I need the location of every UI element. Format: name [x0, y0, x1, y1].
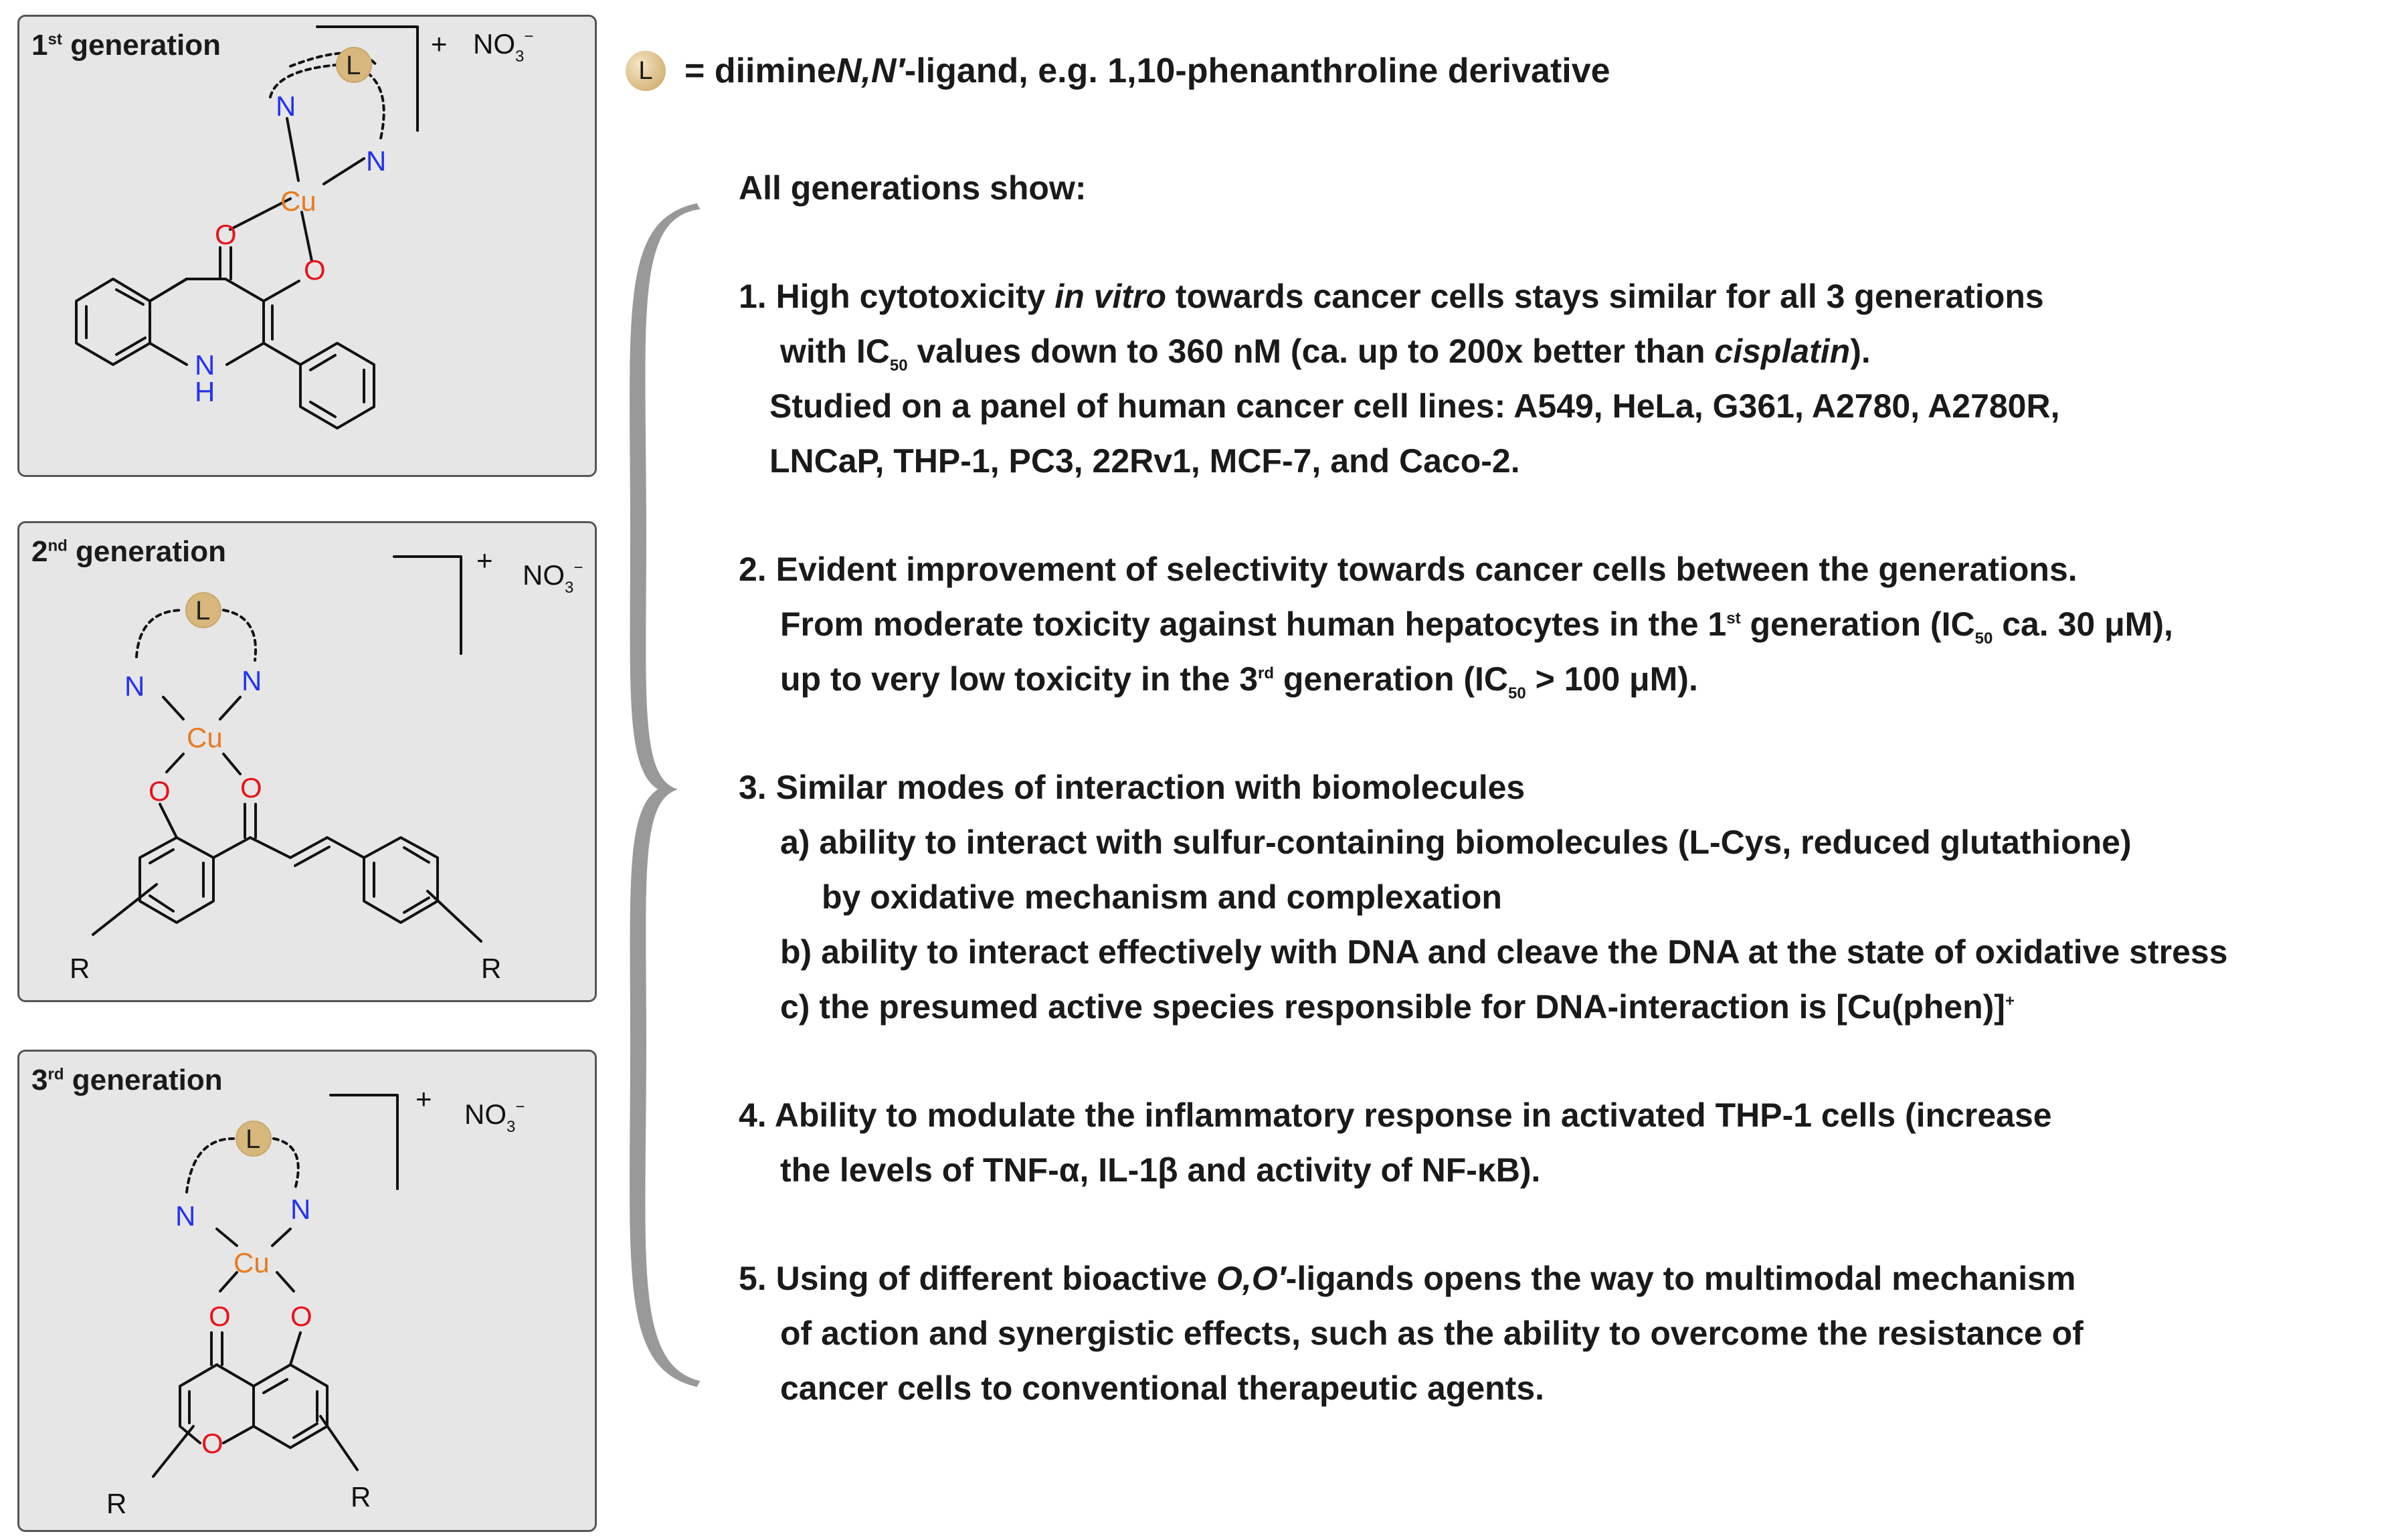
point-2-line-3: up to very low toxicity in the 3rd generation ($IC_{50} > 100$ μM). [780, 660, 1698, 702]
ligand-ball-icon: L [626, 51, 666, 91]
panel-first-generation [17, 15, 597, 477]
atom-O: O [215, 219, 237, 250]
atom-N: N [242, 665, 262, 696]
point-1-line-1: 1. High cytotoxicity in vitro towards cancer cells stays similar for all 3 generations [739, 278, 2044, 315]
point-3-line-4: b) ability to interact effectively with DNA and cleave the DNA at the state of oxidative stress [780, 933, 2228, 971]
atom-N: N [124, 670, 145, 702]
charge-plus: + [431, 28, 448, 60]
point-1-line-3: Studied on a panel of human cancer cell lines: A549, HeLa, G361, A2780, A2780R, [769, 387, 2060, 425]
atom-N: N [175, 1200, 196, 1232]
atom-R: R [351, 1481, 371, 1513]
atom-O: O [149, 775, 171, 807]
atom-N: N [195, 349, 215, 381]
atom-O: O [290, 1301, 312, 1332]
ligand-legend: L = diimine N,N′ -ligand, e.g. 1,10-phenanthroline derivative [626, 44, 1610, 98]
charge-plus: + [476, 545, 493, 576]
atom-Cu: Cu [234, 1247, 270, 1278]
atom-O: O [201, 1428, 223, 1459]
panel-title: 3rd generation [31, 1064, 223, 1096]
atom-R: R [481, 953, 502, 984]
atom-R: R [106, 1488, 127, 1519]
point-1-line-2: with $IC_{50}$ values down to 360 nM (ca. up to 200x better than cisplatin). [780, 332, 1871, 375]
counterion: $NO_3^-$ [523, 559, 583, 597]
point-5-line-3: cancer cells to conventional therapeutic agents. [780, 1369, 1545, 1407]
panel-third-generation [17, 1050, 597, 1532]
point-3-line-3: by oxidative mechanism and complexation [822, 878, 1502, 916]
atom-O: O [240, 772, 262, 803]
complex-structure-2 [19, 523, 599, 1004]
atom-Cu: Cu [187, 722, 223, 753]
atom-Cu: Cu [280, 185, 316, 217]
atom-H: H [195, 376, 215, 407]
counterion: $NO_3^-$ [473, 27, 534, 66]
point-4-line-2: the levels of TNF-α, IL-1β and activity of NF-κB). [780, 1151, 1541, 1189]
atom-N: N [366, 145, 387, 177]
atom-N: N [290, 1193, 311, 1225]
point-1-line-4: LNCaP, THP-1, PC3, 22Rv1, MCF-7, and Caco-2. [769, 442, 1520, 480]
point-2-line-2: From moderate toxicity against human hepatocytes in the 1st generation ($IC_{50}$ ca. 30 μM), [780, 605, 2173, 648]
point-3-line-1: 3. Similar modes of interaction with biomolecules [739, 769, 1525, 806]
curly-brace [619, 201, 733, 1391]
atom-N: N [276, 90, 296, 122]
svg-text:L: L [195, 596, 211, 625]
point-4-line-1: 4. Ability to modulate the inflammatory response in activated THP-1 cells (increase [739, 1096, 2052, 1134]
panel-second-generation [17, 521, 597, 1002]
counterion: $NO_3^-$ [464, 1098, 525, 1136]
panel-title: 2nd generation [31, 535, 226, 568]
atom-O: O [304, 254, 326, 286]
charge-plus: + [415, 1083, 432, 1115]
complex-structure-3 [19, 1052, 599, 1534]
atom-R: R [70, 953, 90, 984]
svg-text:L: L [246, 1125, 261, 1154]
point-5-line-1: 5. Using of different bioactive O,O′-ligands opens the way to multimodal mechanism [739, 1260, 2076, 1297]
panel-title: 1st generation [31, 29, 221, 62]
point-2-line-1: 2. Evident improvement of selectivity towards cancer cells between the generations. [739, 551, 2077, 588]
point-3-line-2: a) ability to interact with sulfur-containing biomolecules (L-Cys, reduced glutathione) [780, 824, 2132, 861]
atom-O: O [209, 1301, 231, 1332]
complex-structure-1 [19, 17, 599, 479]
svg-text:L: L [346, 51, 361, 80]
point-5-line-2: of action and synergistic effects, such as the ability to overcome the resistance of [780, 1315, 2084, 1352]
point-3-line-5: c) the presumed active species responsible for DNA-interaction is [Cu(phen)]+ [780, 988, 2015, 1026]
summary-heading: All generations show: [739, 169, 1087, 207]
